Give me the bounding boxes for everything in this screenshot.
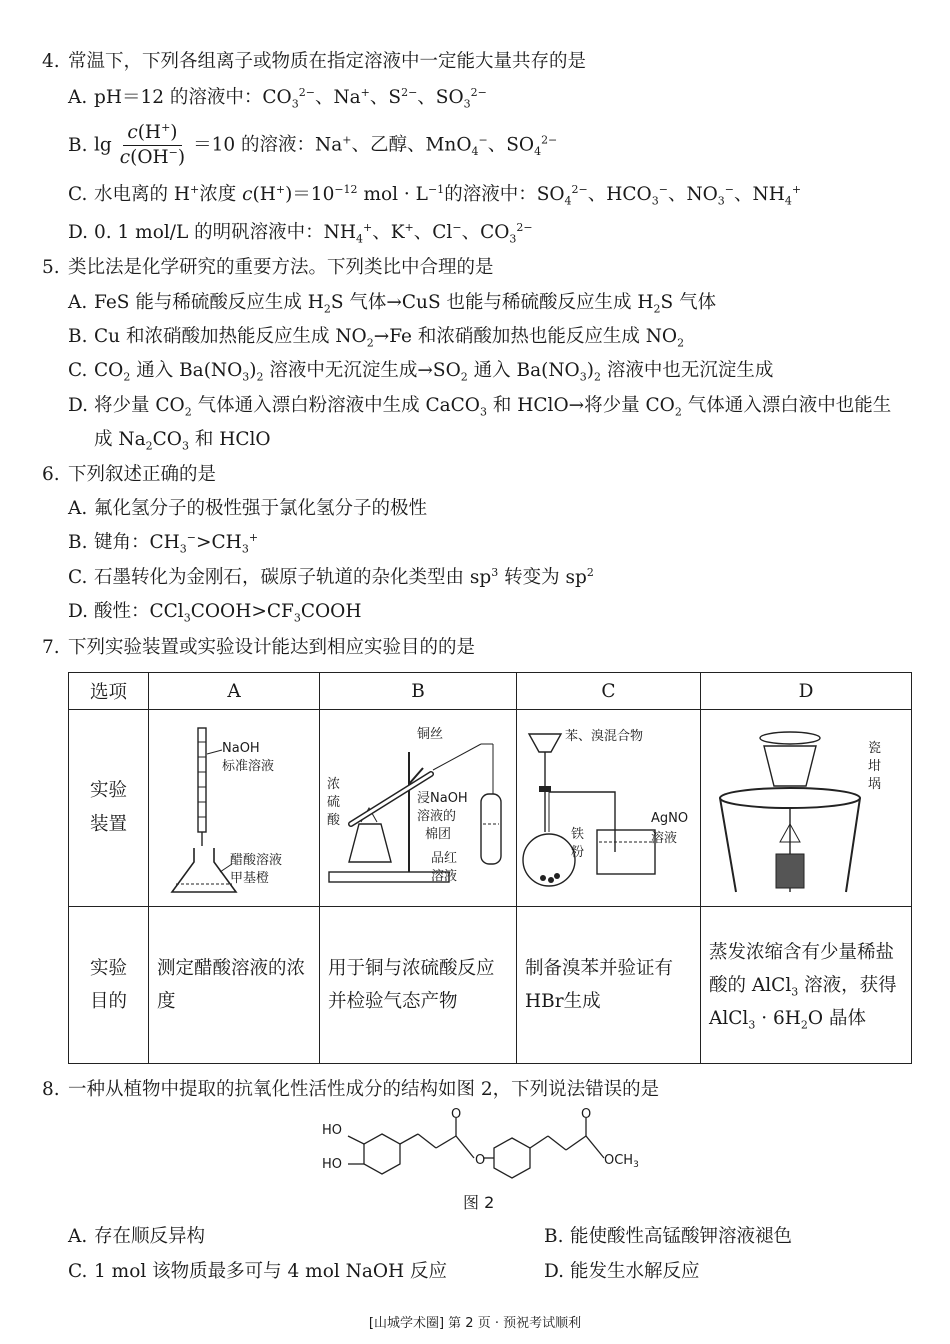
- label-magenta-solution: 溶液: [431, 869, 458, 884]
- option-label: B.: [68, 326, 88, 347]
- copper-sulfuric-apparatus-diagram: [321, 712, 515, 904]
- question-5-option-b: B. Cu 和浓硝酸加热能反应生成 $NO_2\to Fe$ 和浓硝酸加热也能反应生成 $NO_2$: [68, 326, 685, 350]
- titration-apparatus-diagram: [150, 712, 318, 904]
- option-label: D.: [68, 601, 89, 622]
- row-label-line: 实验: [89, 780, 127, 801]
- question-text: 常温下，下列各组离子或物质在指定溶液中一定能大量共存的是: [68, 51, 587, 72]
- option-text: 水电离的 H: [94, 184, 191, 205]
- label-powder: 粉: [570, 845, 584, 860]
- option-label: D.: [68, 222, 89, 243]
- option-text: pH＝12 的溶液中：CO: [94, 87, 292, 108]
- option-label: B.: [68, 532, 88, 553]
- option-text: 能使酸性高锰酸钾溶液褪色: [570, 1226, 793, 1247]
- table-row-apparatus: [69, 710, 912, 907]
- header-a: A: [149, 673, 320, 710]
- option-text: 能发生水解反应: [570, 1261, 700, 1282]
- apparatus-a: [149, 710, 320, 907]
- option-text: 0. 1 mol/L 的明矾溶液中：NH: [94, 222, 356, 243]
- label-conc: 浓: [327, 777, 341, 792]
- row-label-purpose: [69, 907, 149, 1064]
- label-crucible-2: 埚: [868, 777, 882, 792]
- question-5-option-c: C. $CO_2$ 通入 $Ba(NO_3)_2$ 溶液中无沉淀生成$\to SO_2$ 通入 $Ba(NO_3)_2$ 溶液中也无沉淀生成: [68, 360, 774, 384]
- label-cotton: 棉团: [425, 827, 452, 842]
- label-o-ester: O: [475, 1153, 486, 1168]
- header-d: D: [701, 673, 912, 710]
- label-agno3-solution: 溶液: [650, 831, 677, 846]
- purpose-d: 蒸发浓缩含有少量稀盐酸的 AlCl$_3$ 溶液，获得 AlCl$_3$ · $6H_2O$ 晶体: [701, 907, 912, 1064]
- apparatus-d: [701, 710, 912, 907]
- label-solution-of: 溶液的: [417, 809, 457, 824]
- crucible-apparatus-diagram: [706, 712, 906, 904]
- question-number: 5.: [42, 257, 60, 278]
- purpose-a: 测定醋酸溶液的浓度: [149, 907, 320, 1064]
- question-text: 下列叙述正确的是: [68, 464, 217, 485]
- question-text: 下列实验装置或实验设计能达到相应实验目的的是: [68, 637, 476, 658]
- option-text: 存在顺反异构: [94, 1226, 206, 1247]
- label-standard-solution: 标准溶液: [222, 759, 275, 774]
- question-4-option-a: A. pH＝12 的溶液中：$CO_3^{2-}$、Na+、$S^{2-}$、$SO_3^{2-}$: [68, 85, 487, 111]
- option-label: D.: [544, 1261, 565, 1282]
- option-text: 氟化氢分子的极性强于氯化氢分子的极性: [94, 498, 428, 519]
- label-ho-1: HO: [322, 1123, 343, 1138]
- fraction: $\frac{c(H^+)}{c(OH^-)}$: [119, 120, 186, 168]
- question-number: 7.: [42, 637, 60, 658]
- question-text: 一种从植物中提取的抗氧化性活性成分的结构如图 2，下列说法错误的是: [68, 1079, 660, 1100]
- option-label: A.: [68, 292, 88, 313]
- option-label: C.: [68, 567, 88, 588]
- option-label: C.: [68, 184, 88, 205]
- question-number: 6.: [42, 464, 60, 485]
- bromobenzene-apparatus-diagram: [519, 712, 699, 904]
- question-6-stem: [42, 463, 216, 487]
- label-sulfuric: 硫: [327, 795, 341, 810]
- purpose-c: 制备溴苯并验证有HBr生成: [517, 907, 701, 1064]
- table-row-purpose: [69, 907, 912, 1064]
- question-4-option-d: D. 0. 1 mol/L 的明矾溶液中：$NH_4^+$、K+、Cl−、$CO_3^{2-}$: [68, 220, 533, 246]
- question-number: 4.: [42, 51, 60, 72]
- label-methyl-orange: 甲基橙: [230, 871, 270, 886]
- page-footer: [山城学术圈] 第 2 页 · 预祝考试顺利: [368, 1316, 582, 1331]
- question-number: 8.: [42, 1079, 60, 1100]
- option-label: A.: [68, 1226, 88, 1247]
- purpose-b: 用于铜与浓硫酸反应并检验气态产物: [320, 907, 517, 1064]
- molecule-structure-figure: [320, 1108, 660, 1188]
- question-8-option-a: [68, 1222, 205, 1248]
- question-6-option-c: C. 石墨转化为金刚石，碳原子轨道的杂化类型由 $sp^3$ 转变为 $sp^2$: [68, 565, 594, 588]
- question-6-option-b: B. 键角：$CH_3^->CH_3^+$: [68, 530, 259, 556]
- header-option: 选项: [69, 673, 149, 710]
- label-porcelain: 瓷: [868, 741, 882, 756]
- question-6-option-a: [68, 497, 427, 521]
- apparatus-c: [517, 710, 701, 907]
- label-naoh: NaOH: [222, 741, 260, 756]
- experiment-table: [68, 672, 912, 1064]
- label-magenta: 品红: [431, 851, 458, 866]
- question-4-stem: [42, 50, 586, 74]
- label-acid: 酸: [327, 813, 341, 828]
- label-acetic-acid: 醋酸溶液: [230, 853, 283, 868]
- question-4-option-b: B. lg $\frac{c(H^+)}{c(OH^-)}$ ＝10 的溶液：Na+、乙醇、MnO$_4$−、$SO_4^{2-}$: [68, 120, 558, 168]
- label-benzene-bromine: 苯、溴混合物: [564, 729, 643, 744]
- question-5-option-d-cont: 成 $Na_2CO_3$ 和 HClO: [94, 429, 271, 453]
- question-5-option-d: D. 将少量 $CO_2$ 气体通入漂白粉溶液中生成 CaCO$_3$ 和 HClO→将少量 $CO_2$ 气体通入漂白液中也能生: [68, 395, 892, 419]
- label-o-carbonyl-1: O: [451, 1108, 462, 1122]
- option-label: A.: [68, 498, 88, 519]
- label-agno3: AgNO: [650, 811, 688, 826]
- question-6-option-d: D. 酸性：$CCl_3COOH>CF_3COOH$: [68, 601, 362, 625]
- row-label-line: 目的: [89, 991, 127, 1012]
- question-7-stem: [42, 636, 475, 660]
- row-label-line: 装置: [89, 814, 127, 835]
- question-5-option-a: A. FeS 能与稀硫酸反应生成 $H_2S$ 气体→CuS 也能与稀硫酸反应生成 $H_2S$ 气体: [68, 292, 717, 316]
- question-4-option-c: C. 水电离的 H+浓度 $c(H^+)=10^{-12}$ mol · $L^{-1}$的溶液中：$SO_4^{2-}$、$HCO_3^-$、$NO_3^-$、$NH_4^+$: [68, 182, 802, 208]
- option-label: B.: [544, 1226, 564, 1247]
- label-naoh-soaked: 浸NaOH: [417, 791, 468, 806]
- question-8-option-c: [68, 1257, 447, 1283]
- option-label: C.: [68, 1261, 88, 1282]
- row-label-apparatus: [69, 710, 149, 907]
- label-crucible-1: 坩: [868, 759, 882, 774]
- table-header-row: [69, 673, 912, 710]
- option-label: B.: [68, 134, 88, 156]
- question-8-option-d: [544, 1257, 700, 1283]
- purpose-d-text: 蒸发浓缩含有少量稀盐酸的 AlCl: [709, 941, 895, 996]
- option-label: C.: [68, 360, 88, 381]
- label-och3: $OCH_3$: [604, 1153, 639, 1170]
- question-8-option-b: [544, 1222, 792, 1248]
- label-ho-2: HO: [322, 1157, 343, 1172]
- apparatus-b: [320, 710, 517, 907]
- label-iron: 铁: [570, 827, 584, 842]
- figure-caption: 图 2: [463, 1193, 495, 1212]
- question-8-stem: [42, 1078, 659, 1102]
- label-copper-wire: 铜丝: [417, 727, 444, 742]
- option-label: A.: [68, 87, 88, 108]
- header-c: C: [517, 673, 701, 710]
- question-text: 类比法是化学研究的重要方法。下列类比中合理的是: [68, 257, 494, 278]
- label-o-carbonyl-2: O: [581, 1108, 592, 1122]
- option-text: ＝10 的溶液：Na: [193, 134, 343, 156]
- option-label: D.: [68, 395, 89, 416]
- header-b: B: [320, 673, 517, 710]
- option-text: 1 mol 该物质最多可与 4 mol NaOH 反应: [94, 1261, 448, 1282]
- row-label-line: 实验: [89, 958, 127, 979]
- question-5-stem: [42, 256, 494, 280]
